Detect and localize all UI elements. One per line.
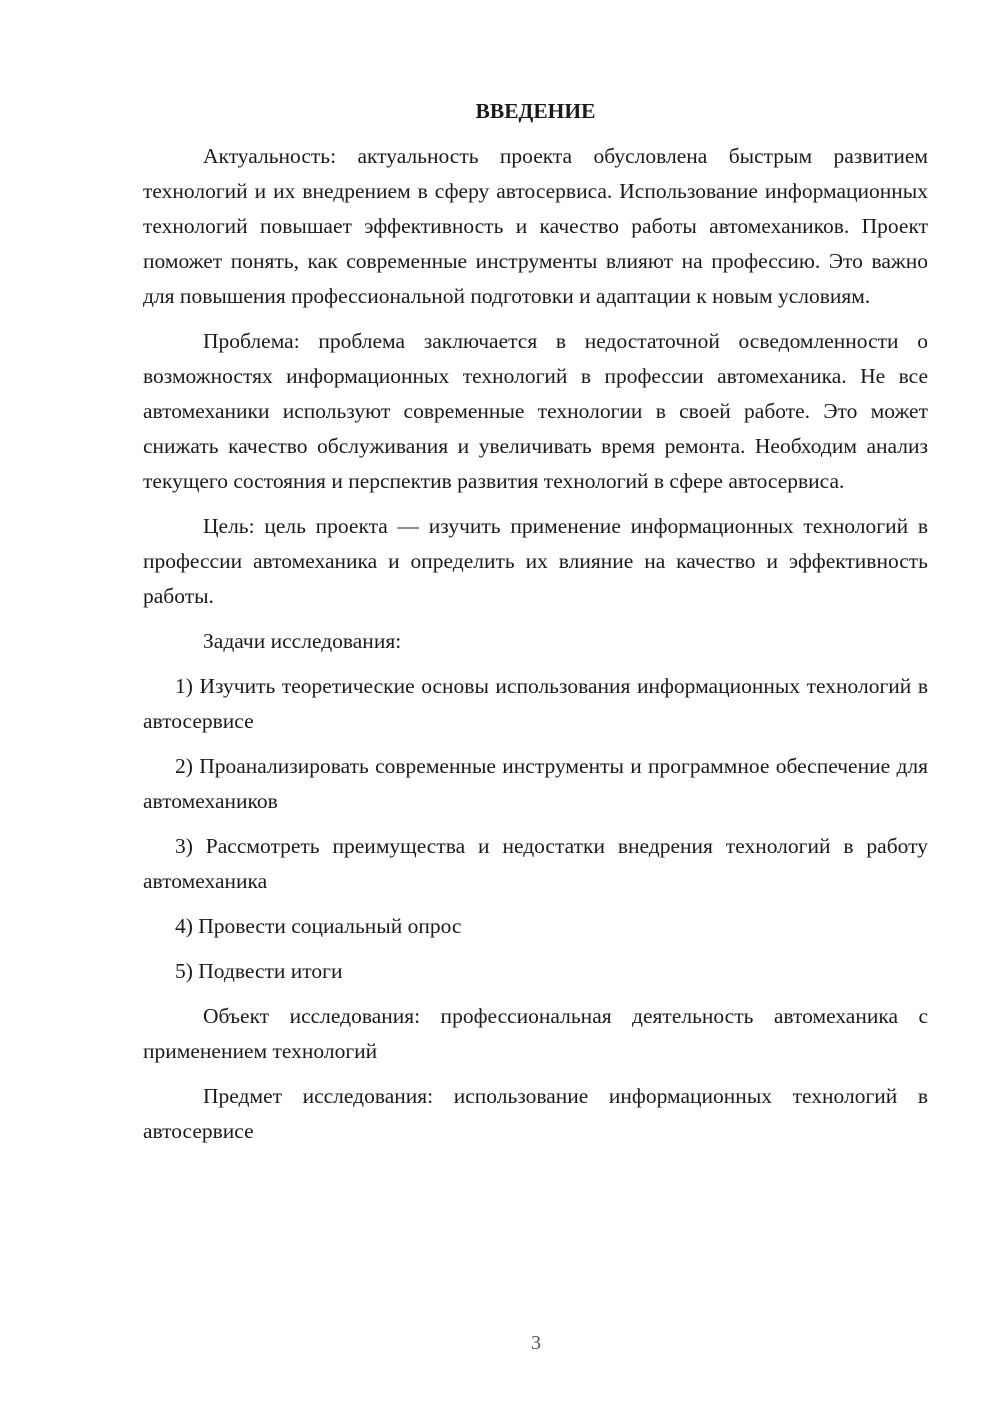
paragraph-goal: Цель: цель проекта — изучить применение информационных технологий в профессии автомеханика и определить их влияние на качество и эффективность работы. xyxy=(143,514,928,608)
list-item: 2) Проанализировать современные инструменты и программное обеспечение для автомехаников xyxy=(143,754,928,813)
paragraph-subject: Предмет исследования: использование информационных технологий в автосервисе xyxy=(143,1084,928,1143)
tasks-list xyxy=(143,669,928,989)
page-number: 3 xyxy=(531,1332,541,1354)
list-item: 3) Рассмотреть преимущества и недостатки внедрения технологий в работу автомеханика xyxy=(143,834,928,893)
paragraph-object: Объект исследования: профессиональная деятельность автомеханика с применением технологий xyxy=(143,1004,928,1063)
list-item: 1) Изучить теоретические основы использования информационных технологий в автосервисе xyxy=(143,674,928,733)
document-page xyxy=(143,94,928,1159)
paragraph-problem: Проблема: проблема заключается в недостаточной осведомленности о возможностях информационных технологий в профессии автомеханика. Не все автомеханики используют современные технологии в своей работе. Это может снижать качество обслуживания и увеличивать время ремонта. Необходим анализ текущего состояния и перспектив развития технологий в сфере автосервиса. xyxy=(143,329,928,493)
paragraph-relevance: Актуальность: актуальность проекта обусловлена быстрым развитием технологий и их внедрением в сферу автосервиса. Использование информационных технологий повышает эффективность и качество работы автомехаников. Проект поможет понять, как современные инструменты влияют на профессию. Это важно для повышения профессиональной подготовки и адаптации к новым условиям. xyxy=(143,144,928,308)
list-item: 4) Провести социальный опрос xyxy=(175,914,462,938)
section-title: ВВЕДЕНИЕ xyxy=(475,99,596,123)
tasks-heading: Задачи исследования: xyxy=(203,629,402,653)
list-item: 5) Подвести итоги xyxy=(175,959,343,983)
